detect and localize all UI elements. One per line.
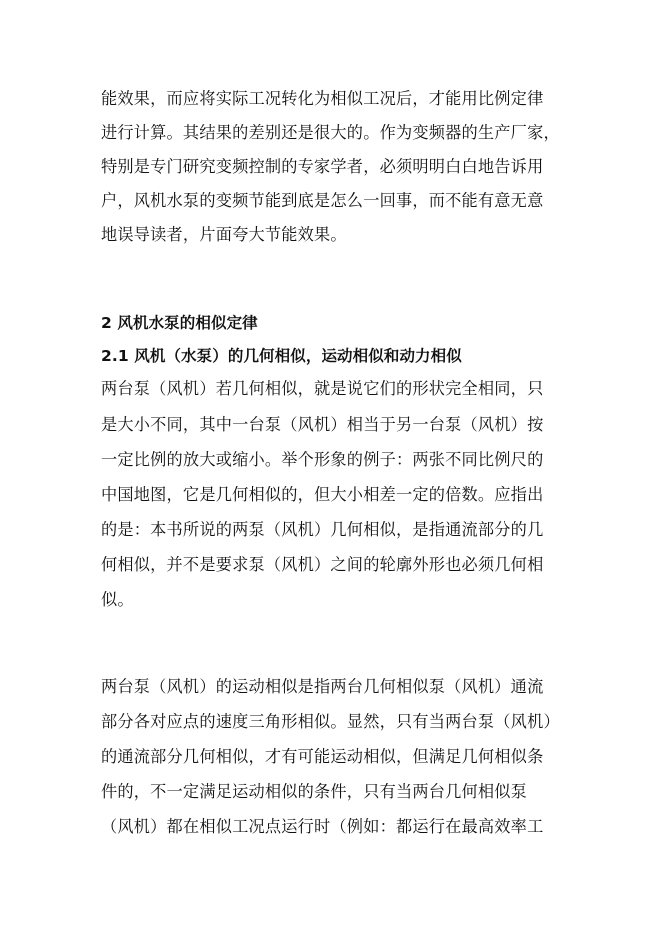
paragraph-2-line-4: 中国地图，它是几何相似的，但大小相差一定的倍数。应指出	[101, 485, 544, 504]
paragraph-2-line-1: 两台泵（风机）若几何相似，就是说它们的形状完全相同，只	[101, 379, 544, 398]
paragraph-2-line-3: 一定比例的放大或缩小。举个形象的例子：两张不同比例尺的	[101, 450, 544, 469]
paragraph-3-line-3: 的通流部分几何相似，才有可能运动相似，但满足几何相似条	[101, 747, 544, 766]
paragraph-2-line-7: 似。	[101, 590, 134, 609]
subsection-heading: 2.1 风机（水泵）的几何相似，运动相似和动力相似	[101, 347, 462, 365]
paragraph-3-line-1: 两台泵（风机）的运动相似是指两台几何相似泵（风机）通流	[101, 677, 544, 696]
paragraph-1-line-5: 地误导读者，片面夸大节能效果。	[101, 225, 347, 244]
paragraph-1-line-3: 特别是专门研究变频控制的专家学者，必须明明白白地告诉用	[101, 157, 544, 176]
paragraph-2-line-6: 何相似，并不是要求泵（风机）之间的轮廓外形也必须几何相	[101, 555, 544, 574]
paragraph-2-line-5: 的是：本书所说的两泵（风机）几何相似，是指通流部分的几	[101, 520, 544, 539]
paragraph-3-line-4: 件的，不一定满足运动相似的条件，只有当两台几何相似泵	[101, 782, 528, 801]
paragraph-3-line-2: 部分各对应点的速度三角形相似。显然，只有当两台泵（风机）	[101, 712, 560, 731]
paragraph-2-line-2: 是大小不同，其中一台泵（风机）相当于另一台泵（风机）按	[101, 415, 544, 434]
paragraph-1-line-2: 进行计算。其结果的差别还是很大的。作为变频器的生产厂家，	[101, 123, 560, 142]
paragraph-3-line-5: （风机）都在相似工况点运行时（例如：都运行在最高效率工	[101, 817, 544, 836]
section-heading: 2 风机水泵的相似定律	[101, 314, 258, 332]
paragraph-1-line-4: 户，风机水泵的变频节能到底是怎么一回事，而不能有意无意	[101, 191, 544, 210]
paragraph-1-line-1: 能效果，而应将实际工况转化为相似工况后，才能用比例定律	[101, 89, 544, 108]
